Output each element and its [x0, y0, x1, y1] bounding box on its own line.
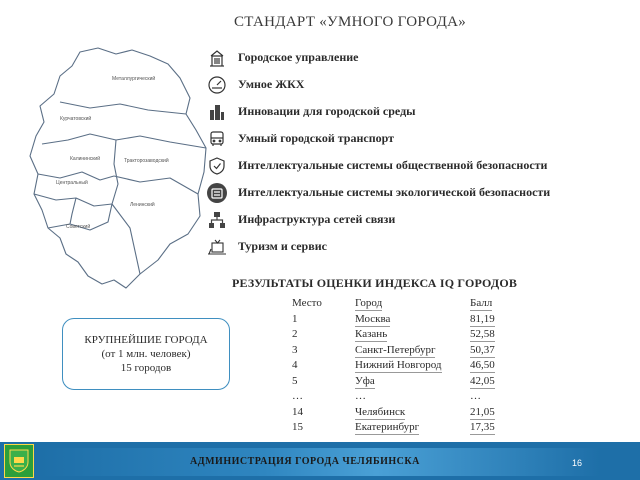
- district-label: Ленинский: [130, 202, 155, 208]
- largest-cities-count: 15 городов: [120, 362, 172, 374]
- table-row: 15 Екатеринбург 17,35: [292, 421, 495, 433]
- table-row: 2 Казань 52,58: [292, 328, 495, 340]
- map-line-1: [60, 102, 186, 114]
- category-label: Туризм и сервис: [238, 239, 327, 253]
- district-map: [20, 44, 212, 294]
- table-row: 1 Москва 81,19: [292, 312, 495, 325]
- category-label: Умное ЖКХ: [238, 77, 305, 91]
- category-label: Инновации для городской среды: [238, 104, 416, 118]
- table-header-row: [292, 296, 530, 312]
- table-row: 14 Челябинск 21,05: [292, 405, 495, 418]
- category-item: [204, 152, 634, 179]
- smart-city-categories: [204, 44, 634, 260]
- district-label: Курчатовский: [60, 116, 92, 122]
- map-line-9: [70, 198, 76, 224]
- table-row: 3 Санкт-Петербург 50,37: [292, 343, 495, 356]
- category-label: Интеллектуальные системы общественной безопасности: [238, 158, 548, 172]
- category-label: Интеллектуальные системы экологической безопасности: [238, 185, 551, 199]
- header-city: Город: [355, 297, 383, 309]
- category-item: [204, 71, 634, 98]
- shield-check-icon: [204, 153, 230, 179]
- city-icon: [204, 99, 230, 125]
- district-label: Калининский: [70, 156, 100, 162]
- city-emblem-icon: [4, 444, 34, 478]
- district-label: Металлургический: [112, 76, 156, 82]
- category-item: [204, 44, 634, 71]
- map-line-7: [112, 204, 140, 274]
- map-line-4: [38, 172, 114, 180]
- district-label: Советский: [66, 224, 91, 230]
- district-label: Центральный: [56, 180, 88, 186]
- category-item: [204, 125, 634, 152]
- page-number: 16: [571, 458, 582, 468]
- map-line-5: [114, 176, 198, 194]
- results-table: [292, 296, 530, 436]
- category-item: [204, 98, 634, 125]
- table-row: 5 Уфа 42,05: [292, 374, 495, 387]
- table-row: … … …: [292, 390, 481, 402]
- category-item: [204, 206, 634, 233]
- table-row: 4 Нижний Новгород 46,50: [292, 359, 495, 371]
- category-item: [204, 179, 634, 206]
- category-label: Инфраструктура сетей связи: [238, 212, 396, 226]
- header-place: Место: [292, 297, 322, 309]
- district-label: Тракторозаводский: [124, 158, 169, 164]
- footer-org-name: АДМИНИСТРАЦИЯ ГОРОДА ЧЕЛЯБИНСКА: [190, 456, 420, 467]
- slide-title: СТАНДАРТ «УМНОГО ГОРОДА»: [233, 14, 467, 30]
- largest-cities-box: [62, 318, 230, 390]
- bus-icon: [204, 126, 230, 152]
- results-title: РЕЗУЛЬТАТЫ ОЦЕНКИ ИНДЕКСА IQ ГОРОДОВ: [232, 276, 518, 290]
- largest-cities-criteria: (от 1 млн. человек): [101, 348, 191, 360]
- category-label: Городское управление: [238, 50, 359, 64]
- tourism-icon: [204, 234, 230, 260]
- network-icon: [204, 207, 230, 233]
- category-label: Умный городской транспорт: [238, 131, 395, 145]
- map-line-2: [42, 134, 206, 148]
- map-outline: [30, 48, 206, 288]
- map-line-3: [112, 140, 118, 204]
- map-line-6: [34, 194, 112, 206]
- gauge-icon: [204, 72, 230, 98]
- building-icon: [204, 45, 230, 71]
- largest-cities-heading: КРУПНЕЙШИЕ ГОРОДА: [84, 334, 208, 346]
- header-score: Балл: [470, 297, 493, 309]
- eco-icon: [204, 180, 230, 206]
- category-item: [204, 233, 634, 260]
